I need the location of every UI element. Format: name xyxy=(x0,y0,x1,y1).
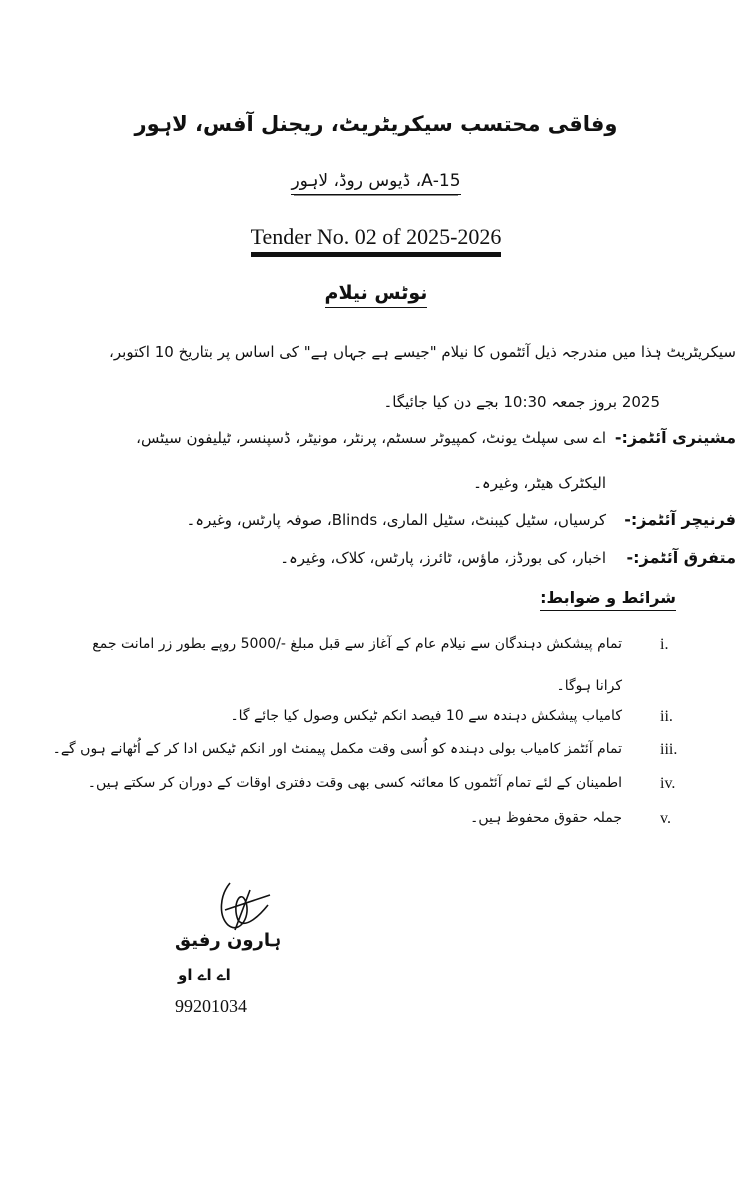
condition-text: تمام آئٹمز کامیاب بولی دہندہ کو اُسی وقت مکمل پیمنٹ اور انکم ٹیکس ادا کر کے اُٹھانے ہوں گے۔ xyxy=(52,741,622,757)
misc-text: اخبار، کی بورڈز، ماؤس، ٹائرز، پارٹس، کلاک، وغیرہ۔ xyxy=(280,549,606,567)
condition-text: تمام پیشکش دہندگان سے نیلام عام کے آغاز سے قبل مبلغ -/5000 روپے بطور زر امانت جمع xyxy=(92,636,622,652)
tender-number-text: Tender No. 02 of 2025-2026 xyxy=(251,224,502,257)
furniture-label: فرنیچر آئٹمز:- xyxy=(624,510,736,529)
intro-line-1: سیکریٹریٹ ہٰذا میں مندرجہ ذیل آئٹموں کا نیلام "جیسے ہے جہاں ہے" کی اساس پر بتاریخ 10 اکتوبر، xyxy=(109,343,736,361)
misc-items xyxy=(280,548,736,567)
condition-text: اطمینان کے لئے تمام آئٹموں کا معائنہ کسی بھی وقت دفتری اوقات کے دوران کر سکتے ہیں۔ xyxy=(87,775,622,791)
office-title: وفاقی محتسب سیکریٹریٹ، ریجنل آفس، لاہور xyxy=(134,112,618,136)
signatory-phone: 99201034 xyxy=(175,996,247,1016)
signatory-name: ہارون رفیق xyxy=(175,930,282,951)
conditions-heading: شرائط و ضوابط: xyxy=(540,588,676,611)
notice-title xyxy=(0,282,752,308)
condition-num: iii. xyxy=(660,741,678,758)
signatory-designation: اے اے او xyxy=(178,966,231,984)
condition-text-cont: کرانا ہوگا۔ xyxy=(556,678,622,694)
condition-num: ii. xyxy=(660,708,673,725)
furniture-text: کرسیاں، سٹیل کیبنٹ، سٹیل الماری، Blinds، صوفہ پارٹس، وغیرہ۔ xyxy=(186,511,606,529)
address-text: 15-A، ڈیوس روڈ، لاہور xyxy=(291,170,460,195)
notice-title-text: نوٹس نیلام xyxy=(325,282,428,308)
misc-label: متفرق آئٹمز:- xyxy=(626,548,736,567)
furniture-items xyxy=(186,510,736,529)
machinery-items xyxy=(136,428,736,447)
condition-num: i. xyxy=(660,636,669,653)
machinery-label: مشینری آئٹمز:- xyxy=(614,428,736,447)
condition-num: iv. xyxy=(660,775,676,792)
intro-line-2: 2025 بروز جمعہ 10:30 بجے دن کیا جائیگا۔ xyxy=(383,393,660,411)
machinery-text-cont: الیکٹرک ھیٹر، وغیرہ۔ xyxy=(473,474,606,492)
condition-num: v. xyxy=(660,810,671,827)
machinery-text: اے سی سپلٹ یونٹ، کمپیوٹر سسٹم، پرنٹر، مونیٹر، ڈسپنسر، ٹیلیفون سیٹس، xyxy=(136,429,606,447)
condition-text: جملہ حقوق محفوظ ہیں۔ xyxy=(470,810,622,826)
address xyxy=(0,170,752,195)
tender-number xyxy=(0,224,752,257)
condition-text: کامیاب پیشکش دہندہ سے 10 فیصد انکم ٹیکس وصول کیا جائے گا۔ xyxy=(230,708,622,724)
